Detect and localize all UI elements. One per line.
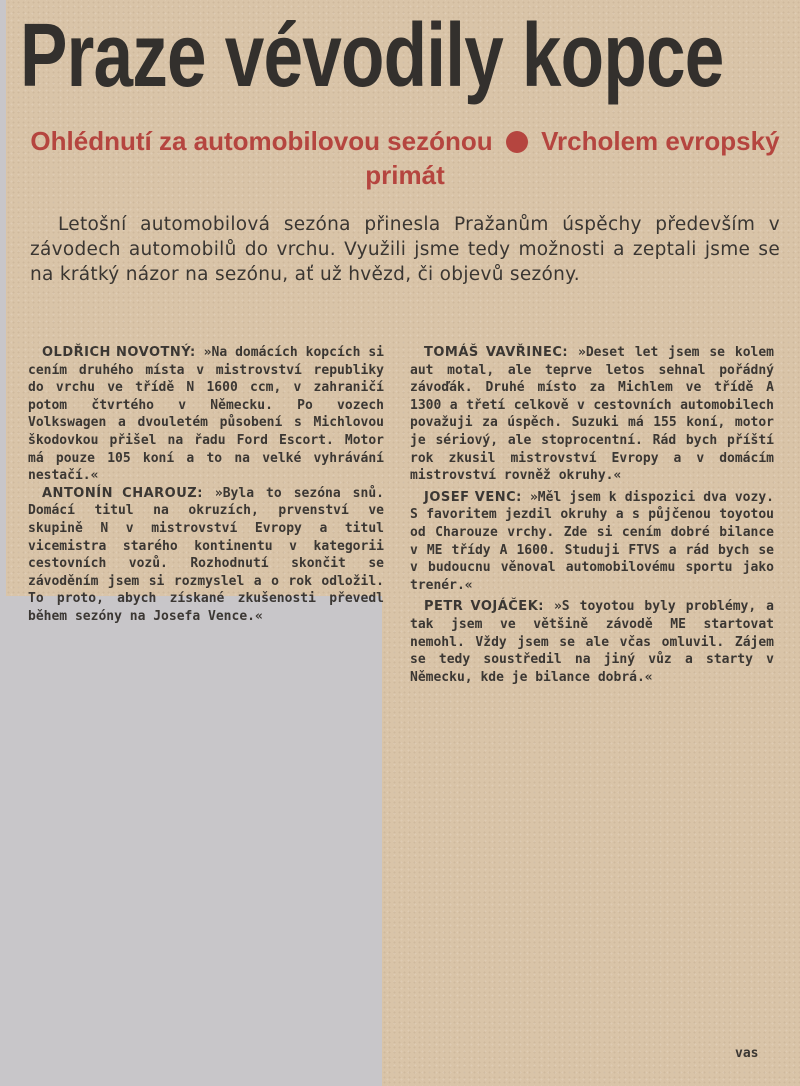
interview-novotny bbox=[28, 344, 384, 485]
interview-charouz bbox=[28, 485, 384, 626]
interview-text: »Byla to sezóna snů. Domácí titul na okruzích, prvenství ve skupině N v mistrovství Evropy a titul vicemistra starého kontinentu v kategorii cestovních vozů. Rozhodnutí skončit se závoděním jsem si rozmyslel a o rok odložil. To proto, abych získané zkušenosti převedl během sezóny na Josefa Vence.« bbox=[28, 485, 384, 624]
interviewee-name: OLDŘICH NOVOTNÝ: bbox=[42, 345, 196, 360]
subheadline-part-2: Vrcholem evropský primát bbox=[365, 126, 780, 190]
bullet-dot-icon bbox=[506, 131, 528, 153]
interview-venc bbox=[410, 489, 774, 595]
interview-text: »Deset let jsem se kolem aut motal, ale teprve letos sehnal pořádný závoďák. Druhé místo za Michlem ve třídě A 1300 a třetí celkově v cestovních automobilech považuji za úspěch. Suzuki má 155 koní, motor je sériový, ale stoprocentní. Rád bych příští rok zkusil mistrovství Evropy a v domácím mistrovství rovněž okruhy.« bbox=[410, 345, 775, 484]
column-right bbox=[410, 344, 774, 690]
headline: Praze vévodily kopce bbox=[20, 6, 724, 106]
interview-vojacek bbox=[410, 598, 774, 686]
interview-vavrinec bbox=[410, 344, 774, 485]
interviewee-name: TOMÁŠ VAVŘINEC: bbox=[424, 345, 569, 360]
interview-text: »Na domácích kopcích si cením druhého místa v mistrovství republiky do vrchu ve třídě N 1600 ccm, v zahraničí potom čtvrtého v Německu. Po vozech Volkswagen a dvouletém působení s Michlovou škodovkou přišel na řadu Ford Escort. Motor má pouze 105 koní a to na velké vyhrávání nestačí.« bbox=[28, 345, 385, 484]
interviewee-name: JOSEF VENC: bbox=[424, 489, 522, 505]
subheadline bbox=[20, 124, 790, 192]
subheadline-part-1: Ohlédnutí za automobilovou sezónou bbox=[30, 126, 493, 156]
interview-text: »Měl jsem k dispozici dva vozy. S favoritem jezdil okruhy a s půjčenou toyotou od Charouze vrchy. Zde si cením dobré bilance v ME třídy A 1600. Studuji FTVS a rád bych se v budoucnu věnoval automobilovému sportu jako trenér.« bbox=[410, 489, 774, 593]
interviewee-name: ANTONÍN CHAROUZ: bbox=[42, 485, 203, 501]
column-left bbox=[28, 344, 384, 626]
interviewee-name: PETR VOJÁČEK: bbox=[424, 599, 544, 615]
intro-paragraph: Letošní automobilová sezóna přinesla Pražanům úspěchy především v závodech automobilů do vrchu. Využili jsme tedy možnosti a zeptali jsme se na krátký názor na sezónu, ať už hvězd, či objevů sezóny. bbox=[30, 214, 780, 285]
author-signature: vas bbox=[735, 1046, 759, 1061]
interview-text: »S toyotou byly problémy, a tak jsem ve většině závodě ME startovat nemohl. Vždy jsem se ale včas omluvil. Zájem se tedy soustředil na jiný vůz a starty v Německu, kde je bilance dobrá.« bbox=[410, 599, 775, 685]
